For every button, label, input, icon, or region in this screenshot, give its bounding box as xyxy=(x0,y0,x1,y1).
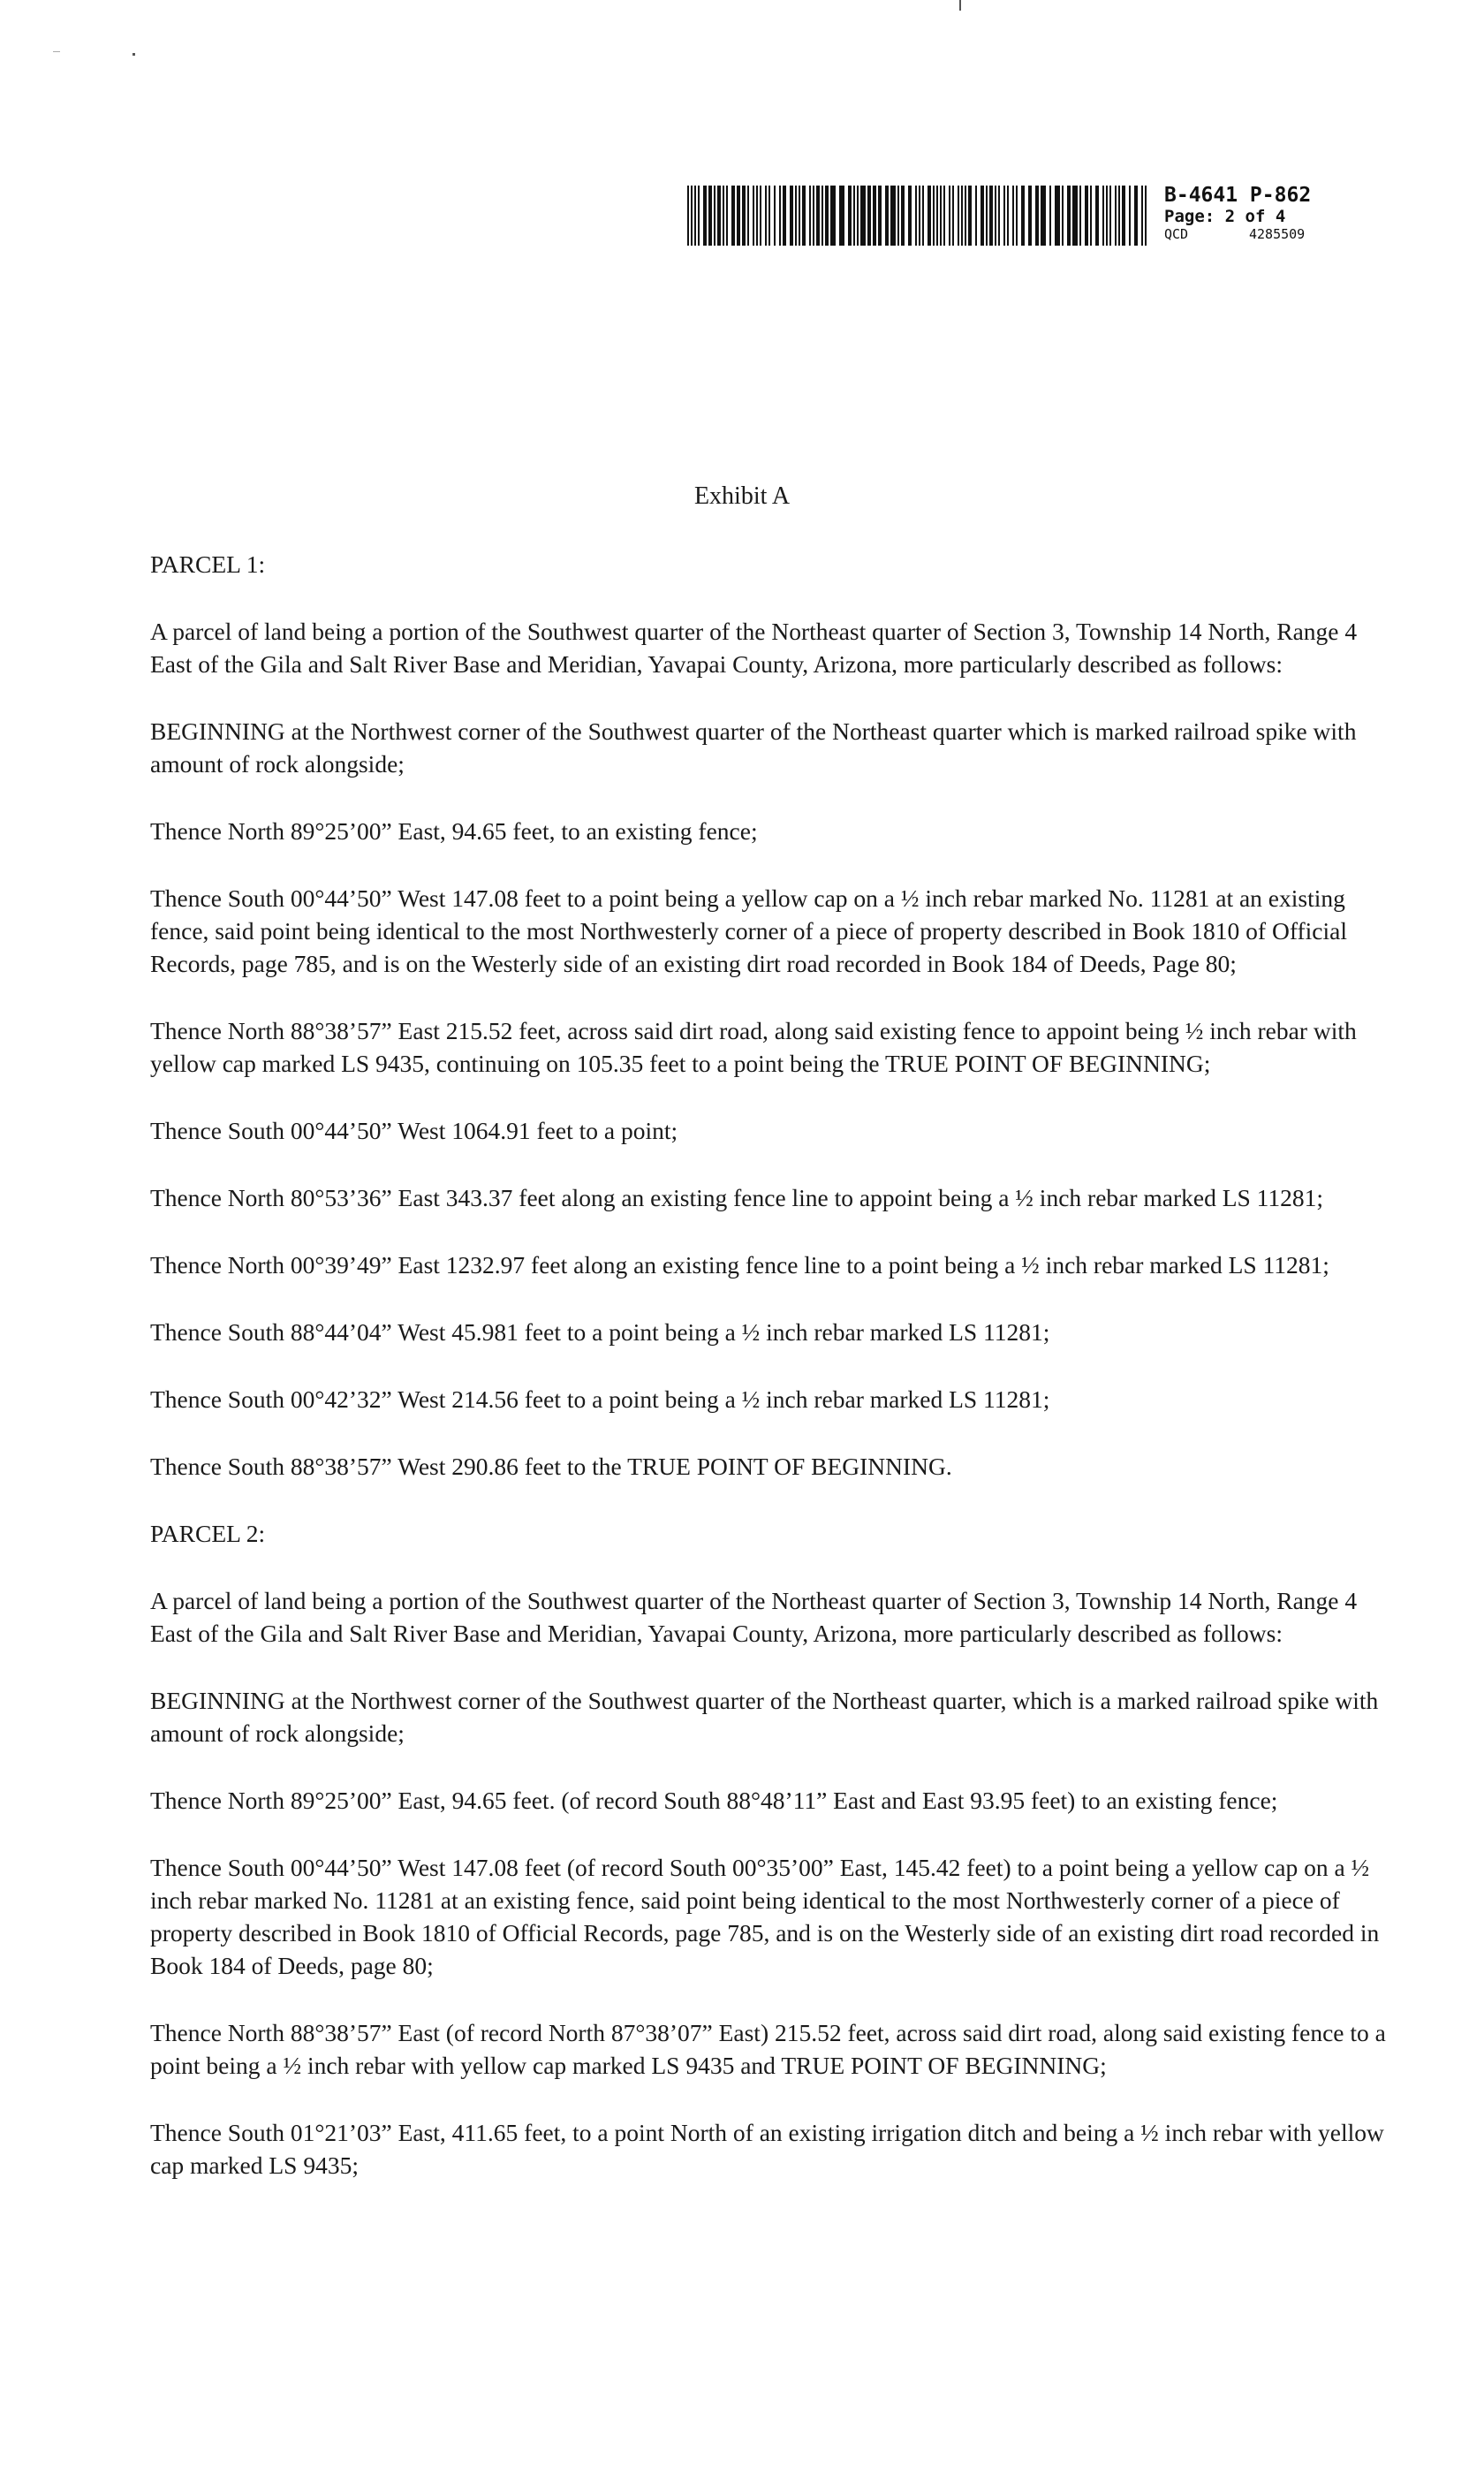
barcode-bar xyxy=(885,186,889,246)
barcode-bar xyxy=(853,186,855,246)
barcode-bar xyxy=(995,186,996,246)
document-type-label: QCD xyxy=(1164,226,1189,242)
barcode-bar xyxy=(933,186,935,246)
barcode-bar xyxy=(1049,186,1051,246)
barcode-bar xyxy=(1090,186,1092,246)
barcode-bar xyxy=(714,186,716,246)
barcode-bar xyxy=(790,186,793,246)
barcode-bar xyxy=(998,186,1000,246)
barcode-bar xyxy=(1055,186,1060,246)
barcode-bar xyxy=(687,186,689,246)
parcel-1-paragraph: Thence South 88°38’57” West 290.86 feet to the TRUE POINT OF BEGINNING. xyxy=(150,1453,952,1480)
legal-description xyxy=(150,548,1404,2216)
barcode-bar xyxy=(897,186,899,246)
barcode-bar xyxy=(809,186,811,246)
barcode-bar xyxy=(1145,186,1147,246)
barcode-bar xyxy=(958,186,959,246)
barcode-bar xyxy=(765,186,767,246)
barcode-bar xyxy=(774,186,776,246)
parcel-1-paragraph: A parcel of land being a portion of the Southwest quarter of the Northeast quarter of Section 3, Township 14 North, Range 4 East of the Gila and Salt River Base and Meridian, Yavapai County, Arizona, more particularly described as follows: xyxy=(150,618,1358,678)
book-page-label: B-4641 P-862 xyxy=(1164,184,1312,207)
scan-speck xyxy=(959,0,961,11)
barcode-bar xyxy=(965,186,966,246)
recording-header xyxy=(687,186,1359,247)
barcode-bar xyxy=(857,186,859,246)
parcel-1-paragraph: Thence South 00°44’50” West 147.08 feet to a point being a yellow cap on a ½ inch rebar marked No. 11281 at an existing fence, said point being identical to the most Northwesterly corner of a piece of property described in Book 1810 of Official Records, page 785, and is on the Westerly side of an existing dirt road recorded in Book 184 of Deeds, Page 80; xyxy=(150,884,1347,977)
barcode-bar xyxy=(742,186,746,246)
barcode-bar xyxy=(848,186,852,246)
barcode-bar xyxy=(1122,186,1125,246)
parcel-1-paragraph: BEGINNING at the Northwest corner of the Southwest quarter of the Northeast quarter which is marked railroad spike with amount of rock alongside; xyxy=(150,717,1357,778)
barcode-bar xyxy=(802,186,806,246)
barcode-bar xyxy=(922,186,924,246)
barcode-bar xyxy=(783,186,786,246)
barcode-bar xyxy=(908,186,912,246)
parcel-2-paragraph: Thence North 89°25’00” East, 94.65 feet. (of record South 88°48’11” East and East 93.95 feet) to an existing fence; xyxy=(150,1787,1278,1814)
document-number-label: 4285509 xyxy=(1249,226,1306,242)
barcode-bar xyxy=(968,186,972,246)
barcode-bar xyxy=(961,186,963,246)
barcode-bar xyxy=(986,186,988,246)
barcode-bar xyxy=(726,186,728,246)
parcel-2-paragraph: Thence South 00°44’50” West 147.08 feet (of record South 00°35’00” East, 145.42 feet) to a point being a yellow cap on a ½ inch rebar marked No. 11281 at an existing fence, said point being identical to the most Northwesterly corner of a piece of property described in Book 1810 of Official Records, page 785, and is on the Westerly side of an existing dirt road recorded in Book 184 of Deeds, page 80; xyxy=(150,1854,1380,1979)
barcode-bar xyxy=(1021,186,1025,246)
barcode-bar xyxy=(1095,186,1099,246)
barcode-bar xyxy=(694,186,696,246)
barcode-bar xyxy=(747,186,749,246)
barcode-bar xyxy=(1102,186,1104,246)
barcode-bar xyxy=(1129,186,1131,246)
barcode-bar xyxy=(795,186,797,246)
barcode-bar xyxy=(813,186,814,246)
barcode-bar xyxy=(825,186,829,246)
barcode-bar xyxy=(928,186,931,246)
barcode-bar xyxy=(1072,186,1078,246)
barcode-bar xyxy=(756,186,758,246)
barcode-image xyxy=(687,186,1147,246)
barcode-bar xyxy=(952,186,954,246)
barcode-bar xyxy=(691,186,693,246)
barcode-bar xyxy=(822,186,823,246)
barcode-bar xyxy=(867,186,871,246)
barcode-bar xyxy=(1035,186,1039,246)
barcode-bar xyxy=(816,186,820,246)
page-count-label: Page: 2 of 4 xyxy=(1164,207,1286,226)
parcel-1-paragraph: Thence South 00°42’32” West 214.56 feet to a point being a ½ inch rebar marked LS 11281; xyxy=(150,1385,1050,1413)
exhibit-title: Exhibit A xyxy=(693,482,791,510)
parcel-2-paragraph: BEGINNING at the Northwest corner of the Southwest quarter of the Northeast quarter, which is a marked railroad spike with amount of rock alongside; xyxy=(150,1687,1379,1747)
barcode-bar xyxy=(698,186,700,246)
barcode-bar xyxy=(1134,186,1138,246)
barcode-bar xyxy=(915,186,917,246)
barcode-bar xyxy=(1079,186,1081,246)
barcode-bar xyxy=(901,186,905,246)
parcel-2-paragraph: Thence South 01°21’03” East, 411.65 feet, to a point North of an existing irrigation ditch and being a ½ inch rebar with yellow cap marked LS 9435; xyxy=(150,2119,1384,2179)
barcode-bar xyxy=(760,186,761,246)
barcode-bar xyxy=(1016,186,1018,246)
parcel-1-heading: PARCEL 1: xyxy=(150,550,266,578)
barcode-bar xyxy=(731,186,735,246)
barcode-bar xyxy=(799,186,800,246)
barcode-bar xyxy=(975,186,977,246)
barcode-bar xyxy=(919,186,920,246)
parcel-1-paragraph: Thence South 88°44’04” West 45.981 feet to a point being a ½ inch rebar marked LS 11281; xyxy=(150,1318,1050,1346)
barcode-bar xyxy=(890,186,896,246)
scan-speck xyxy=(53,51,60,52)
barcode-bar xyxy=(1007,186,1009,246)
barcode-bar xyxy=(1118,186,1120,246)
parcel-1-paragraph: Thence North 88°38’57” East 215.52 feet, across said dirt road, along said existing fence to appoint being ½ inch rebar with yellow cap marked LS 9435, continuing on 105.35 feet to a point being the TRUE POINT OF BEGINNING; xyxy=(150,1017,1357,1077)
barcode-bar xyxy=(1062,186,1064,246)
barcode-bar xyxy=(830,186,836,246)
barcode-bar xyxy=(1067,186,1071,246)
parcel-2-heading: PARCEL 2: xyxy=(150,1520,266,1547)
parcel-1-paragraph: Thence North 80°53’36” East 343.37 feet along an existing fence line to appoint being a ½ inch rebar marked LS 11281; xyxy=(150,1184,1324,1211)
barcode-bar xyxy=(949,186,950,246)
barcode-bar xyxy=(768,186,770,246)
barcode-bar xyxy=(717,186,721,246)
barcode-bar xyxy=(1106,186,1108,246)
barcode-bar xyxy=(723,186,724,246)
barcode-bar xyxy=(839,186,844,246)
barcode-bar xyxy=(873,186,876,246)
barcode-bar xyxy=(989,186,993,246)
barcode-bar xyxy=(943,186,945,246)
parcel-1-paragraph: Thence South 00°44’50” West 1064.91 feet to a point; xyxy=(150,1117,678,1144)
barcode-bar xyxy=(1115,186,1117,246)
parcel-1-paragraph: Thence North 00°39’49” East 1232.97 feet along an existing fence line to a point being a ½ inch rebar marked LS 11281; xyxy=(150,1251,1329,1279)
parcel-2-paragraph: A parcel of land being a portion of the Southwest quarter of the Northeast quarter of Section 3, Township 14 North, Range 4 East of the Gila and Salt River Base and Meridian, Yavapai County, Arizona, more particularly described as follows: xyxy=(150,1587,1358,1647)
barcode-bar xyxy=(708,186,712,246)
barcode-bar xyxy=(1085,186,1088,246)
barcode-bar xyxy=(940,186,942,246)
barcode-bar xyxy=(1028,186,1032,246)
barcode-bar xyxy=(737,186,740,246)
barcode-bar xyxy=(753,186,754,246)
barcode-bar xyxy=(1109,186,1111,246)
barcode-bar xyxy=(860,186,866,246)
barcode-bar xyxy=(1012,186,1014,246)
barcode-bar xyxy=(1041,186,1046,246)
parcel-1-paragraph: Thence North 89°25’00” East, 94.65 feet, to an existing fence; xyxy=(150,817,758,845)
scan-speck xyxy=(132,53,135,56)
barcode-bar xyxy=(1003,186,1005,246)
barcode-bar xyxy=(878,186,882,246)
barcode-bar xyxy=(980,186,984,246)
barcode-bar xyxy=(936,186,938,246)
barcode-bar xyxy=(1141,186,1143,246)
barcode-bar xyxy=(779,186,781,246)
parcel-2-paragraph: Thence North 88°38’57” East (of record North 87°38’07” East) 215.52 feet, across said dirt road, along said existing fence to a point being a ½ inch rebar with yellow cap marked LS 9435 and TRUE POINT OF BEGINNING; xyxy=(150,2019,1386,2079)
barcode-bar xyxy=(703,186,707,246)
